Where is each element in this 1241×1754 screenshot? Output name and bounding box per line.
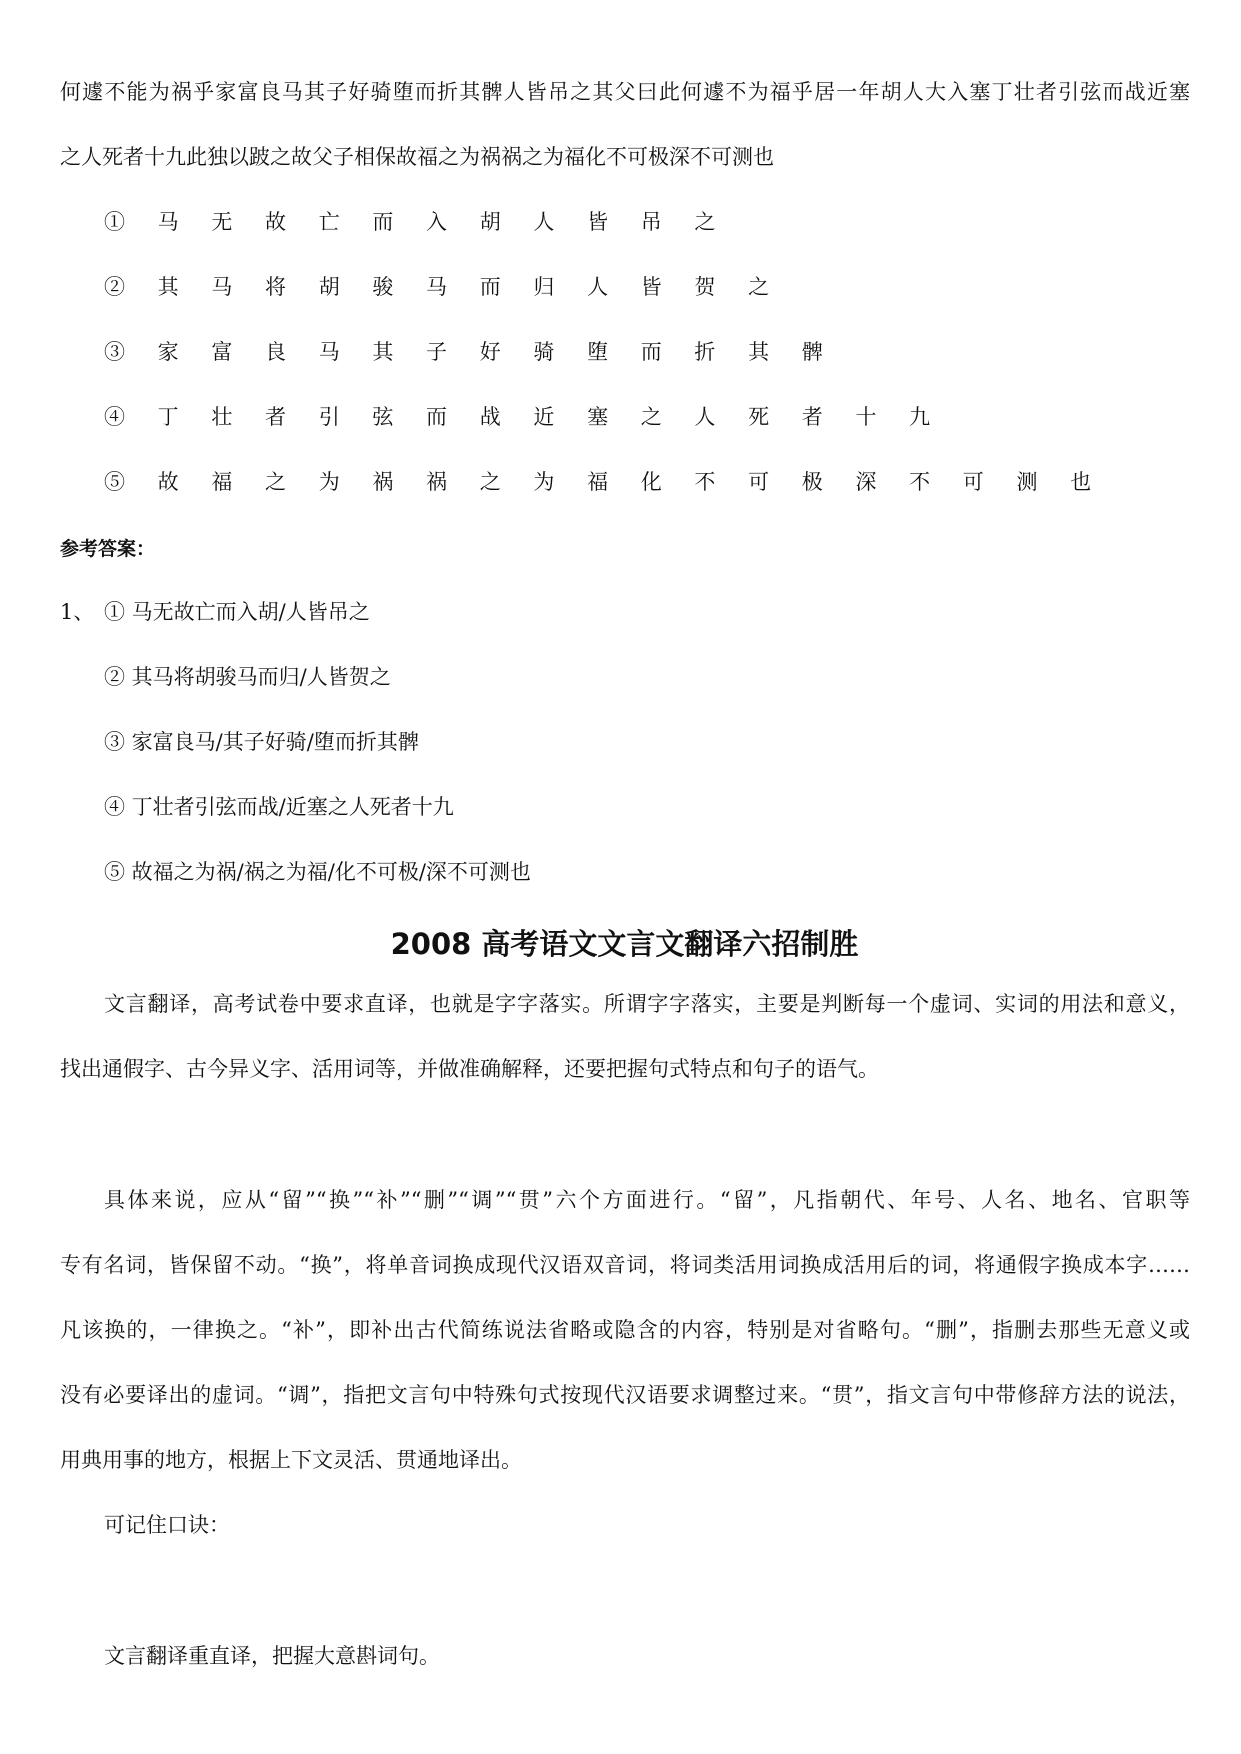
answer-text: ① 马无故亡而入胡/人皆吊之 [104,600,370,624]
paragraph-line: 没有必要译出的虚词。“调”，指把文言句中特殊句式按现代汉语要求调整过来。“贯”，指文言句中带修辞方法的说法， [60,1383,1190,1407]
paragraph-line: 凡该换的，一律换之。“补”，即补出古代简练说法省略或隐含的内容，特别是对省略句。“删”，指删去那些无意义或 [60,1318,1190,1342]
answer-item: ② 其马将胡骏马而归/人皆贺之 [104,665,391,689]
answer-item: ④ 丁壮者引弦而战/近塞之人死者十九 [104,795,454,819]
answers-heading: 参考答案： [60,538,156,560]
paragraph-line: 专有名词，皆保留不动。“换”，将单音词换成现代汉语双音词，将词类活用词换成活用后的词，将通假字换成本字…… [60,1253,1190,1277]
question-item: ③ 家 富 良 马 其 子 好 骑 堕 而 折 其 髀 [104,340,836,364]
passage-line: 之人死者十九此独以跛之故父子相保故福之为祸祸之为福化不可极深不可测也 [60,145,774,169]
passage-line: 何遽不能为祸乎家富良马其子好骑堕而折其髀人皆吊之其父曰此何遽不为福乎居一年胡人大入塞丁壮者引弦而战近塞 [60,80,1190,104]
question-item: ④ 丁 壮 者 引 弦 而 战 近 塞 之 人 死 者 十 九 [104,405,944,429]
paragraph-line: 文言翻译，高考试卷中要求直译，也就是字字落实。所谓字字落实，主要是判断每一个虚词、实词的用法和意义， [104,992,1190,1016]
paragraph-line: 文言翻译重直译，把握大意斟词句。 [104,1644,440,1668]
paragraph-line: 具体来说，应从“留”“换”“补”“删”“调”“贯”六个方面进行。“留”，凡指朝代、年号、人名、地名、官职等 [104,1188,1190,1212]
question-item: ① 马 无 故 亡 而 入 胡 人 皆 吊 之 [104,210,729,234]
answer-item: ⑤ 故福之为祸/祸之为福/化不可极/深不可测也 [104,860,531,884]
article-title: 2008 高考语文文言文翻译六招制胜 [390,927,859,961]
question-item: ② 其 马 将 胡 骏 马 而 归 人 皆 贺 之 [104,275,783,299]
paragraph-line: 可记住口诀： [104,1513,230,1537]
answer-number: 1、 [60,600,95,624]
paragraph-line: 用典用事的地方，根据上下文灵活、贯通地译出。 [60,1448,522,1472]
answer-item [60,598,1190,626]
answer-item: ③ 家富良马/其子好骑/堕而折其髀 [104,730,419,754]
question-item: ⑤ 故 福 之 为 祸 祸 之 为 福 化 不 可 极 深 不 可 测 也 [104,470,1105,494]
paragraph-line: 找出通假字、古今异义字、活用词等，并做准确解释，还要把握句式特点和句子的语气。 [60,1057,879,1081]
